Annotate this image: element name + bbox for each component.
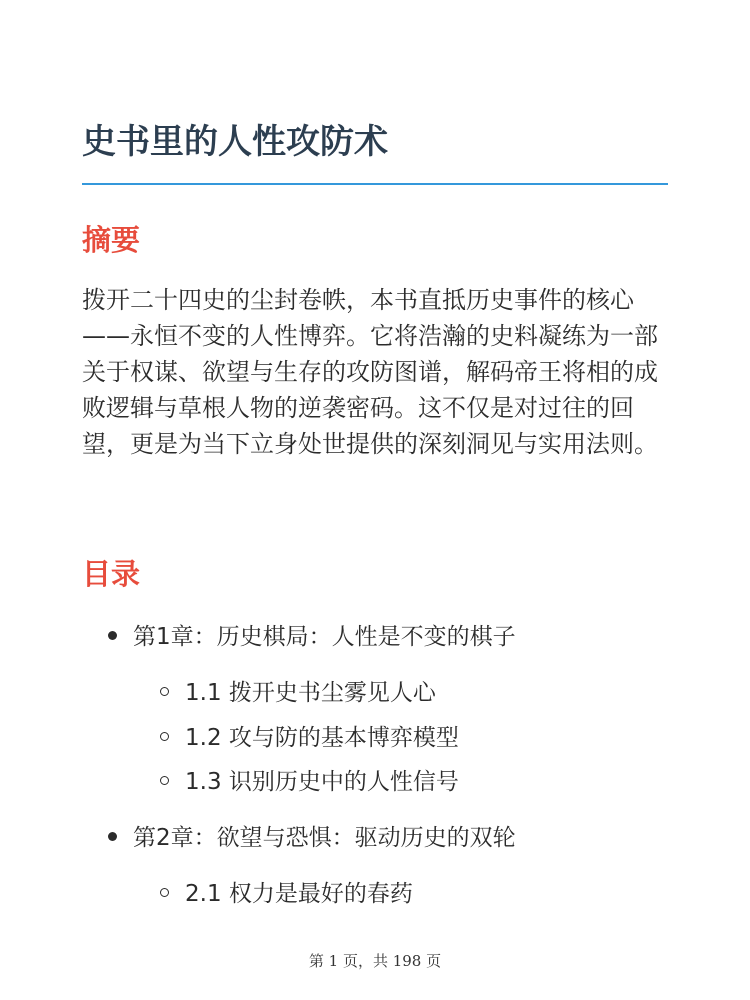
toc-section-label: 1.3 识别历史中的人性信号 bbox=[185, 769, 459, 795]
bullet-circle-icon bbox=[160, 732, 169, 741]
bullet-circle-icon bbox=[160, 776, 169, 785]
toc-section-2-1[interactable] bbox=[160, 877, 413, 911]
toc-section-label: 1.1 拨开史书尘雾见人心 bbox=[185, 680, 436, 706]
abstract-text: 拨开二十四史的尘封卷帙，本书直抵历史事件的核心——永恒不变的人性博弈。它将浩瀚的史料凝练为一部关于权谋、欲望与生存的攻防图谱，解码帝王将相的成败逻辑与草根人物的逆袭密码。这不仅是对过往的回望，更是为当下立身处世提供的深刻洞见与实用法则。 bbox=[82, 286, 658, 458]
abstract-heading: 摘要 bbox=[82, 223, 141, 257]
title-divider bbox=[82, 183, 668, 185]
toc-section-1-2[interactable] bbox=[160, 721, 459, 755]
toc-section-label: 2.1 权力是最好的春药 bbox=[185, 881, 413, 907]
bullet-circle-icon bbox=[160, 687, 169, 696]
bullet-circle-icon bbox=[160, 888, 169, 897]
toc-section-1-1[interactable] bbox=[160, 676, 436, 710]
toc-chapter-1[interactable] bbox=[108, 620, 516, 654]
toc-section-label: 1.2 攻与防的基本博弈模型 bbox=[185, 725, 459, 751]
bullet-disc-icon bbox=[108, 832, 117, 841]
bullet-disc-icon bbox=[108, 631, 117, 640]
document-title: 史书里的人性攻防术 bbox=[82, 122, 388, 162]
toc-chapter-label: 第1章：历史棋局：人性是不变的棋子 bbox=[133, 624, 516, 650]
toc-heading: 目录 bbox=[82, 557, 141, 591]
toc-chapter-label: 第2章：欲望与恐惧：驱动历史的双轮 bbox=[133, 825, 516, 851]
toc-chapter-2[interactable] bbox=[108, 821, 516, 855]
page-footer: 第 1 页，共 198 页 bbox=[308, 952, 442, 970]
toc-section-1-3[interactable] bbox=[160, 765, 459, 799]
